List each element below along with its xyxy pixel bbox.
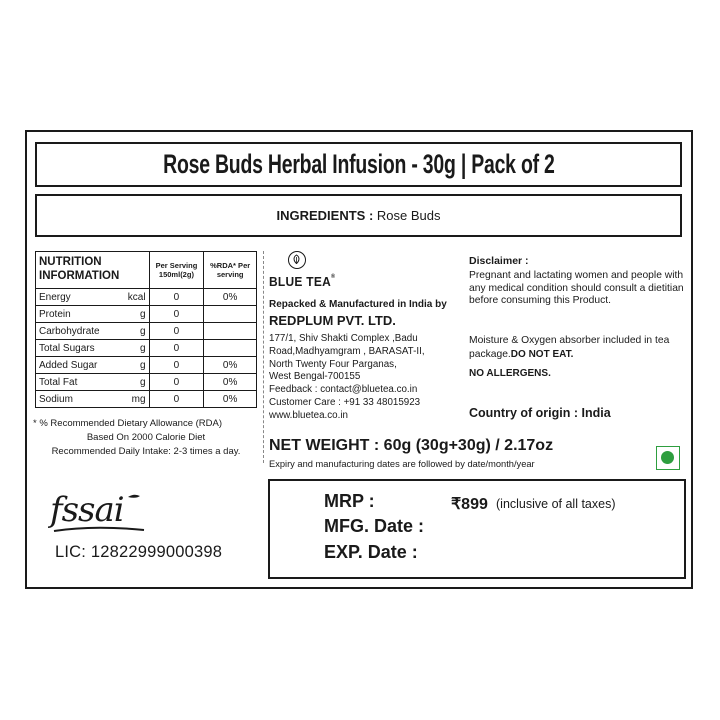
rda-header: %RDA* Per serving xyxy=(204,252,257,289)
leaf-logo-icon xyxy=(288,251,306,269)
address-line: Customer Care : +91 33 48015923 xyxy=(269,396,421,408)
moisture-note xyxy=(469,334,687,361)
nutrient-rda: 0% xyxy=(204,289,257,306)
nutrient-value: 0 xyxy=(149,289,204,306)
nutrient-unit: g xyxy=(122,306,149,323)
moisture-text: Moisture & Oxygen absorber included in tea package. xyxy=(469,335,670,360)
nutrient-name: Added Sugar xyxy=(36,357,123,374)
nutrient-rda: 0% xyxy=(204,374,257,391)
nutrient-value: 0 xyxy=(149,391,204,408)
disclaimer-title: Disclaimer : xyxy=(469,255,529,267)
ingredients-label: INGREDIENTS : xyxy=(276,208,374,223)
table-row xyxy=(36,357,257,374)
nutrient-unit: g xyxy=(122,340,149,357)
table-row xyxy=(36,289,257,306)
nutrient-name: Protein xyxy=(36,306,123,323)
nutrition-header-row xyxy=(36,252,257,289)
nutrient-rda xyxy=(204,340,257,357)
nutrient-unit: kcal xyxy=(122,289,149,306)
nutrient-rda xyxy=(204,323,257,340)
net-weight-label: NET WEIGHT : xyxy=(269,437,380,454)
divider xyxy=(263,251,264,463)
table-row xyxy=(36,323,257,340)
company-address xyxy=(269,333,425,423)
nutrient-unit: mg xyxy=(122,391,149,408)
mrp-label: MRP : xyxy=(324,491,375,511)
table-row xyxy=(36,374,257,391)
title-box xyxy=(35,142,682,187)
fssai-logo-icon xyxy=(48,491,148,535)
address-line: West Bengal-700155 xyxy=(269,371,361,383)
rda-note-line-2: Based On 2000 Calorie Diet xyxy=(86,432,206,443)
allergen-statement: NO ALLERGENS. xyxy=(469,368,551,379)
table-row xyxy=(36,306,257,323)
address-line: Road,Madhyamgram , BARASAT-II, xyxy=(269,345,425,357)
ingredients-box xyxy=(35,194,682,237)
trademark-mark: ® xyxy=(331,274,336,280)
nutrient-rda: 0% xyxy=(204,357,257,374)
fssai-license: LIC: 12822999000398 xyxy=(55,543,223,561)
nutrient-rda: 0% xyxy=(204,391,257,408)
nutrient-name: Energy xyxy=(36,289,123,306)
nutrient-unit: g xyxy=(122,323,149,340)
net-weight-value: 60g (30g+30g) / 2.17oz xyxy=(383,437,554,454)
nutrient-value: 0 xyxy=(149,306,204,323)
net-weight xyxy=(269,437,553,455)
nutrient-value: 0 xyxy=(149,340,204,357)
mfg-date-label: MFG. Date : xyxy=(324,516,425,536)
exp-date-label: EXP. Date : xyxy=(324,542,418,562)
mrp-value: ₹899 xyxy=(451,496,488,513)
expiry-note: Expiry and manufacturing dates are followed by date/month/year xyxy=(269,459,535,469)
do-not-eat-warning: DO NOT EAT. xyxy=(510,348,574,360)
company-name: REDPLUM PVT. LTD. xyxy=(269,313,396,328)
disclaimer-text: Pregnant and lactating women and people with any medical condition should consult a dietitian before consuming this Product. xyxy=(469,270,684,306)
nutrient-value: 0 xyxy=(149,374,204,391)
table-row xyxy=(36,340,257,357)
ingredients-value: Rose Buds xyxy=(376,208,441,223)
mrp-note: (inclusive of all taxes) xyxy=(496,497,616,511)
nutrient-value: 0 xyxy=(149,323,204,340)
address-line: Feedback : contact@bluetea.co.in xyxy=(269,384,418,396)
per-serving-header: Per Serving 150ml(2g) xyxy=(149,252,204,289)
rda-note-line-1: * % Recommended Dietary Allowance (RDA) xyxy=(33,418,223,429)
address-line: 177/1, Shiv Shakti Complex ,Badu xyxy=(269,333,418,344)
nutrient-name: Sodium xyxy=(36,391,123,408)
veg-mark-icon xyxy=(656,446,680,470)
nutrient-value: 0 xyxy=(149,357,204,374)
address-line: www.bluetea.co.in xyxy=(269,409,348,421)
nutrition-header: NUTRITION INFORMATION xyxy=(36,252,150,289)
nutrient-name: Total Fat xyxy=(36,374,123,391)
product-title: Rose Buds Herbal Infusion - 30g | Pack of 2 xyxy=(162,149,555,179)
nutrient-unit: g xyxy=(122,374,149,391)
address-line: North Twenty Four Parganas, xyxy=(269,358,397,370)
nutrient-name: Total Sugars xyxy=(36,340,123,357)
country-of-origin: Country of origin : India xyxy=(469,406,611,420)
rda-note-line-3: Recommended Daily Intake: 2-3 times a day. xyxy=(51,446,241,457)
table-row xyxy=(36,391,257,408)
nutrient-name: Carbohydrate xyxy=(36,323,123,340)
rda-note xyxy=(33,417,259,459)
nutrient-unit: g xyxy=(122,357,149,374)
nutrient-rda xyxy=(204,306,257,323)
brand-name xyxy=(269,274,335,289)
repacked-by: Repacked & Manufactured in India by xyxy=(269,299,447,310)
brand-name-text: BLUE TEA xyxy=(269,274,332,289)
nutrition-table xyxy=(35,251,257,408)
fssai-logo-text: fssai xyxy=(50,491,124,530)
